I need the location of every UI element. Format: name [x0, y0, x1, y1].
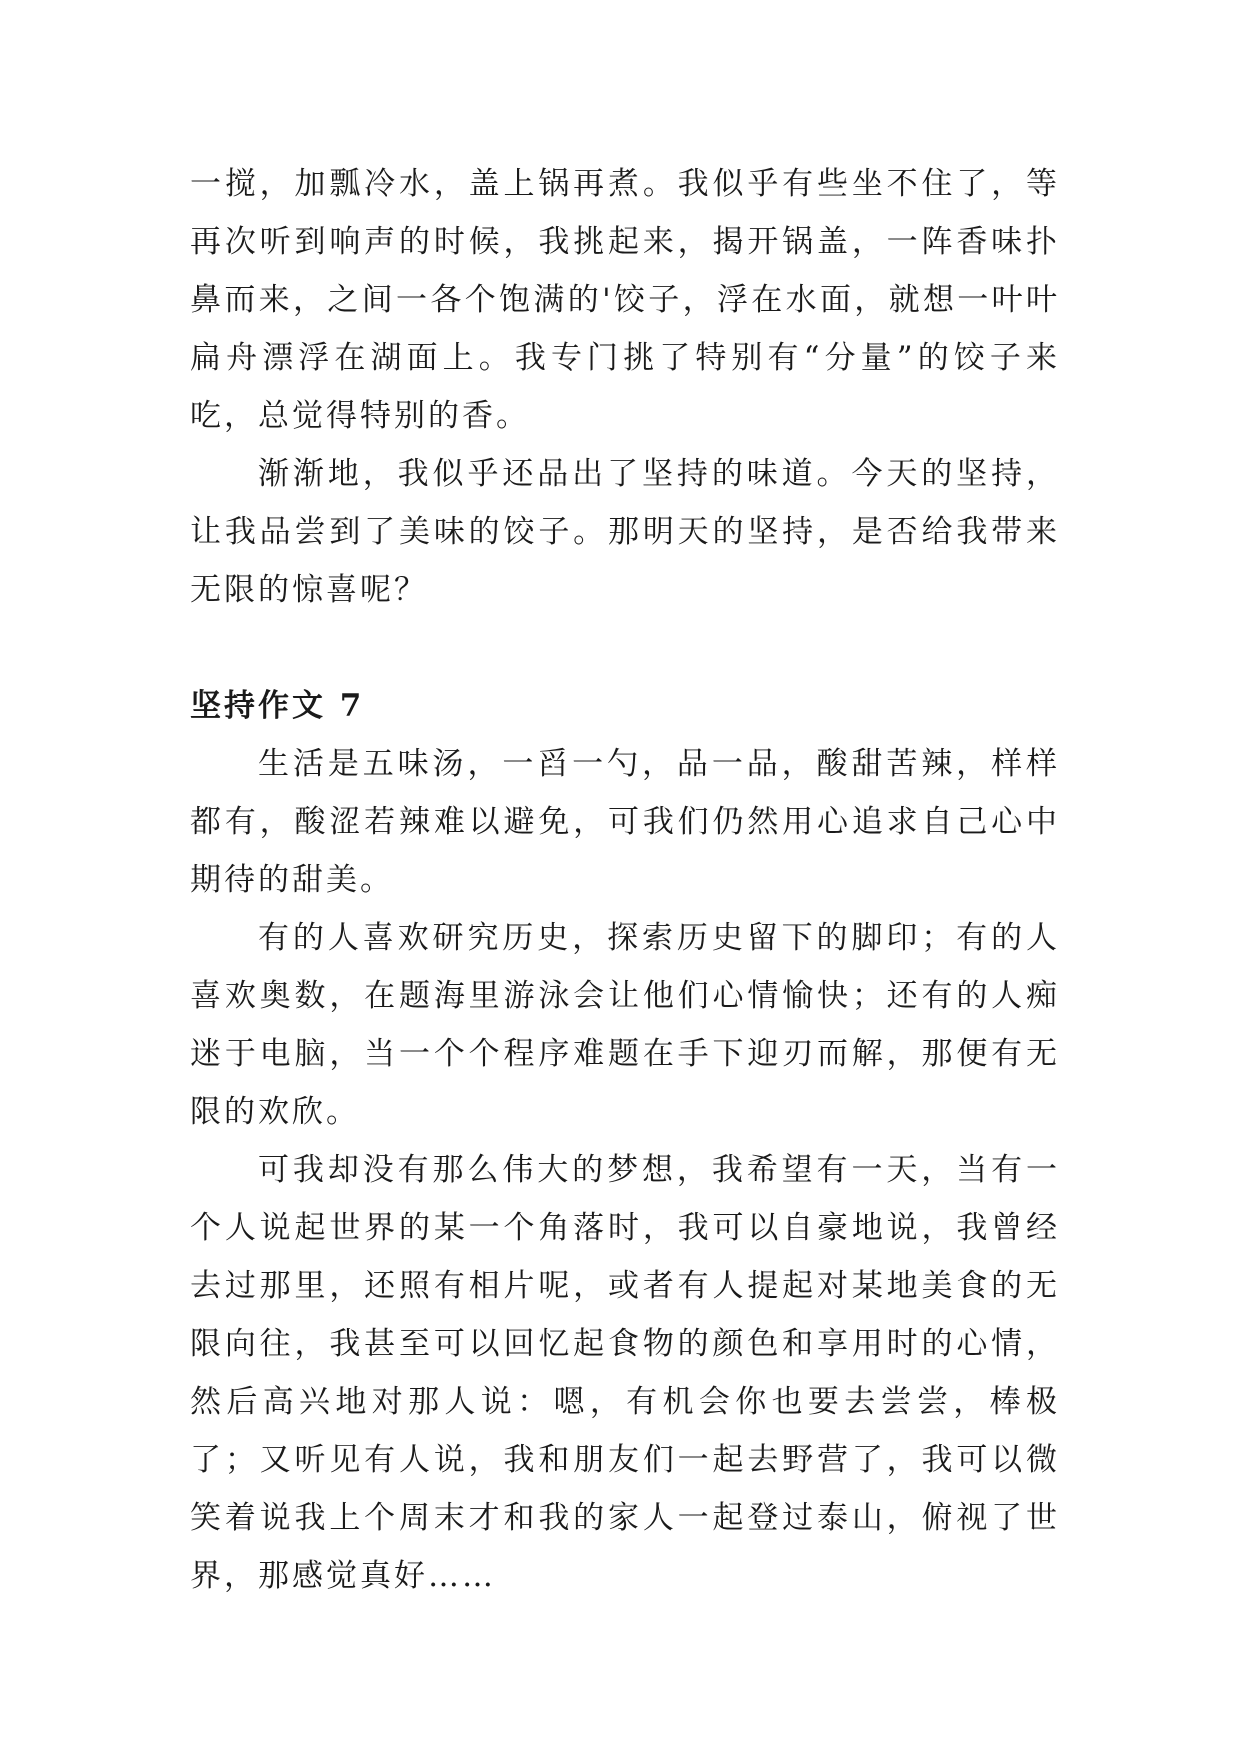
paragraph-intro: 生活是五味汤，一舀一勺，品一品，酸甜苦辣，样样都有，酸涩若辣难以避免，可我们仍然用心追求自己心中期待的甜美。 — [190, 746, 1060, 898]
paragraph-hobbies: 有的人喜欢研究历史，探索历史留下的脚印；有的人喜欢奥数，在题海里游泳会让他们心情愉快；还有的人痴迷于电脑，当一个个程序难题在手下迎刃而解，那便有无限的欢欣。 — [190, 920, 1060, 1130]
section-title: 坚持作文 7 — [190, 688, 365, 724]
paragraph-conclusion: 渐渐地，我似乎还品出了坚持的味道。今天的坚持，让我品尝到了美味的饺子。那明天的坚持，是否给我带来无限的惊喜呢？ — [190, 456, 1060, 608]
document-page — [190, 155, 1060, 1605]
paragraph-dream: 可我却没有那么伟大的梦想，我希望有一天，当有一个人说起世界的某一个角落时，我可以自豪地说，我曾经去过那里，还照有相片呢，或者有人提起对某地美食的无限向往，我甚至可以回忆起食物的颜色和享用时的心情，然后高兴地对那人说：嗯，有机会你也要去尝尝，棒极了；又听见有人说，我和朋友们一起去野营了，我可以微笑着说我上个周末才和我的家人一起登过泰山，俯视了世界，那感觉真好…… — [190, 1152, 1060, 1594]
paragraph-continued: 一搅，加瓢冷水，盖上锅再煮。我似乎有些坐不住了，等再次听到响声的时候，我挑起来，揭开锅盖，一阵香味扑鼻而来，之间一各个饱满的'饺子，浮在水面，就想一叶叶扁舟漂浮在湖面上。我专门挑了特别有“分量”的饺子来吃，总觉得特别的香。 — [190, 166, 1060, 434]
